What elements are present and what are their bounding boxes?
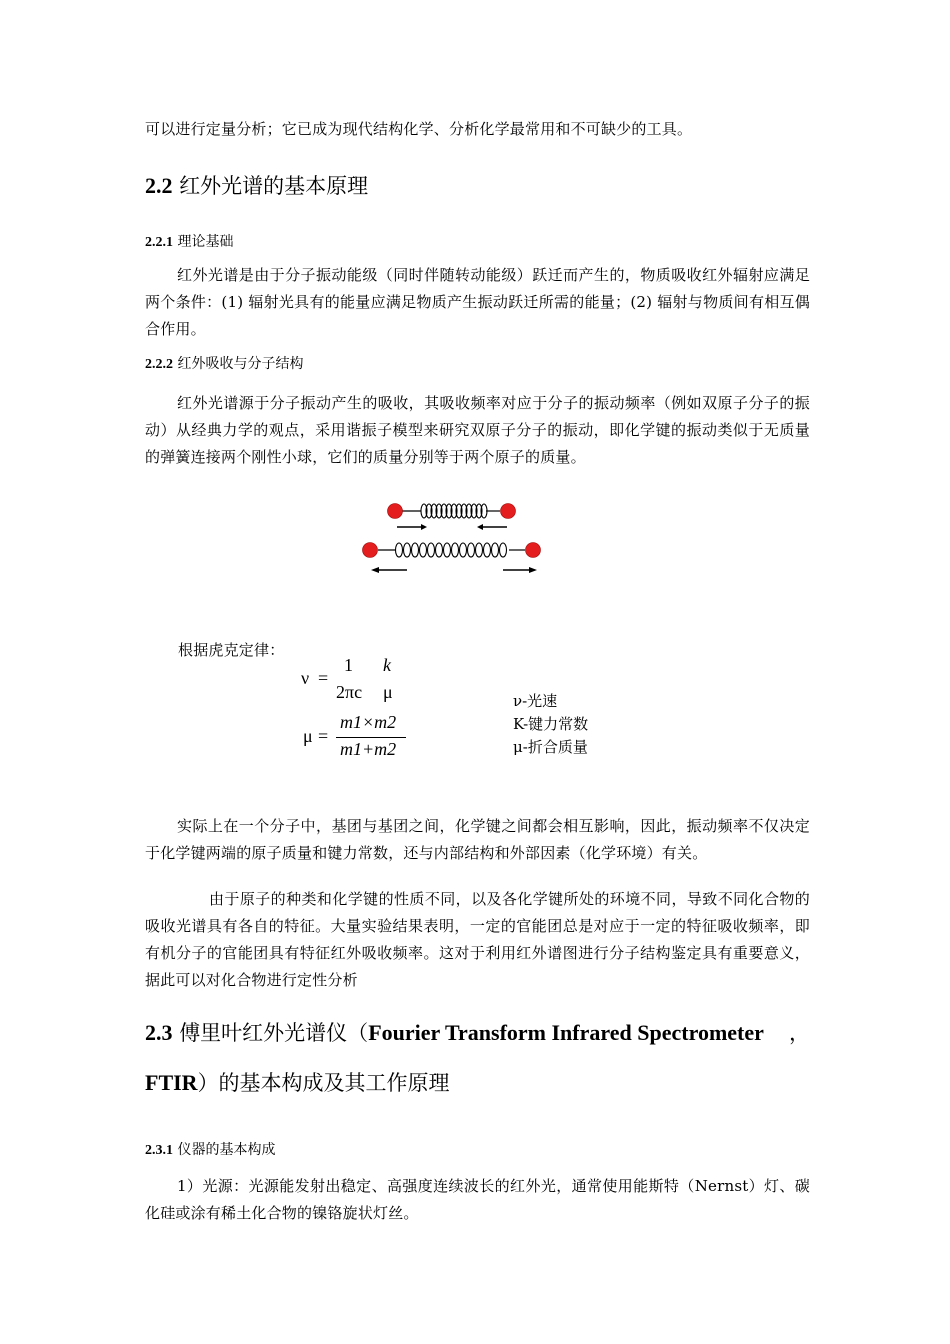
nu-symbol: ν <box>301 668 310 688</box>
denominator-2pic: 2πc <box>336 682 363 702</box>
section-heading-2-2 <box>145 171 368 201</box>
section-title-comma: ， <box>789 1021 810 1045</box>
compressed-oscillator <box>388 504 516 531</box>
atom-right <box>526 543 541 558</box>
k-symbol: k <box>383 655 391 675</box>
intro-paragraph: 可以进行定量分析；它已成为现代结构化学、分析化学最常用和不可缺少的工具。 <box>145 120 693 138</box>
legend-item: ν-光速 <box>513 692 558 710</box>
subsection-number: 2.3.1 <box>145 1143 173 1158</box>
symbol-legend <box>513 690 588 759</box>
subsection-heading-2-3-1 <box>145 1140 275 1161</box>
spring-oscillator-diagram <box>355 495 555 580</box>
legend-item: K-键力常数 <box>513 715 589 733</box>
atom-left <box>363 543 378 558</box>
section-title: 红外光谱的基本原理 <box>179 174 369 198</box>
equals-sign: = <box>318 726 329 746</box>
section-title-abbr: FTIR <box>145 1070 198 1095</box>
subsection-title: 红外吸收与分子结构 <box>177 356 304 372</box>
section-number: 2.3 <box>145 1020 173 1045</box>
section-title-part: ）的基本构成及其工作原理 <box>197 1071 450 1095</box>
subsection-heading-2-2-2 <box>145 354 303 375</box>
subsection-title: 仪器的基本构成 <box>177 1142 276 1158</box>
influence-paragraph: 实际上在一个分子中，基团与基团之间，化学键之间都会相互影响，因此，振动频率不仅决定于化学键两端的原子质量和键力常数，还与内部结构和外部因素（化学环境）有关。 <box>145 817 810 862</box>
equals-sign: = <box>318 668 329 688</box>
atom-right <box>501 504 516 519</box>
subsection-title: 理论基础 <box>177 234 234 250</box>
mu-symbol: μ <box>383 682 393 702</box>
hooke-law-label: 根据虎克定律： <box>178 641 285 659</box>
subsection-number: 2.2.2 <box>145 357 173 372</box>
subsection-number: 2.2.1 <box>145 235 173 250</box>
structure-paragraph: 红外光谱源于分子振动产生的吸收，其吸收频率对应于分子的振动频率（例如双原子分子的振动）从经典力学的观点，采用谐振子模型来研究双原子分子的振动，即化学键的振动类似于无质量的弹簧连接两个刚性小球，它们的质量分别等于两个原子的质量。 <box>145 394 810 466</box>
stretched-oscillator <box>363 543 541 574</box>
subsection-heading-2-2-1 <box>145 232 233 253</box>
section-heading-2-3-cont <box>145 1068 450 1098</box>
section-title-english: Fourier Transform Infrared Spectrometer <box>368 1020 764 1045</box>
atom-left <box>388 504 403 519</box>
light-source-paragraph: 1）光源：光源能发射出稳定、高强度连续波长的红外光，通常使用能斯特（Nernst）灯、碳化硅或涂有稀土化合物的镍铬旋状灯丝。 <box>145 1177 810 1222</box>
section-title-part: 傅里叶红外光谱仪（ <box>179 1021 369 1045</box>
legend-item: μ-折合质量 <box>513 738 588 756</box>
section-heading-2-3 <box>145 1018 810 1048</box>
numerator-one: 1 <box>344 655 353 675</box>
section-number: 2.2 <box>145 173 173 198</box>
mu-symbol: μ <box>303 726 313 746</box>
theory-paragraph: 红外光谱是由于分子振动能级（同时伴随转动能级）跃迁而产生的，物质吸收红外辐射应满足两个条件：(1) 辐射光具有的能量应满足物质产生振动跃迁所需的能量；(2) 辐射与物质间有相互偶合作用。 <box>145 266 810 338</box>
mass-product: m1×m2 <box>340 712 397 732</box>
characteristic-paragraph: 由于原子的种类和化学键的性质不同，以及各化学键所处的环境不同，导致不同化合物的吸收光谱具有各自的特征。大量实验结果表明，一定的官能团总是对应于一定的特征吸收频率，即有机分子的官能团具有特征红外吸收频率。这对于利用红外谱图进行分子结构鉴定具有重要意义，据此可以对化合物进行定性分析 <box>145 890 810 989</box>
mass-sum: m1+m2 <box>340 739 397 759</box>
